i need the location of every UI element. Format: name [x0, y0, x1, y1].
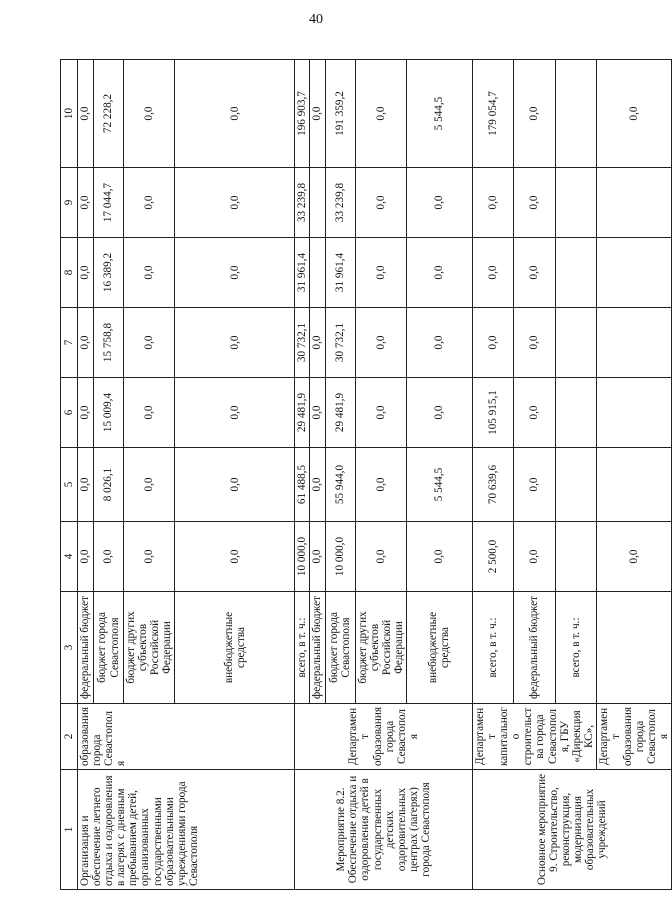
value-cell: 0,0 — [175, 448, 295, 522]
value-cell: 0,0 — [124, 238, 175, 308]
value-cell: 179 054,7 — [472, 60, 513, 168]
value-cell: 8 026,1 — [94, 448, 124, 522]
value-cell: 0,0 — [514, 60, 555, 168]
rotated-table-wrapper — [60, 60, 671, 890]
value-cell: 0,0 — [514, 522, 555, 592]
source-cell: всего, в т. ч.: — [295, 592, 310, 704]
value-cell — [310, 168, 325, 238]
value-cell — [555, 308, 596, 378]
header-cell: 3 — [61, 592, 78, 704]
value-cell: 0,0 — [175, 378, 295, 448]
table-row — [472, 60, 513, 890]
value-cell: 0,0 — [310, 308, 325, 378]
source-cell: бюджет города Севастополя — [94, 592, 124, 704]
value-cell — [596, 448, 672, 522]
value-cell — [555, 522, 596, 592]
value-cell: 0,0 — [175, 522, 295, 592]
value-cell: 10 000,0 — [295, 522, 310, 592]
value-cell: 10 000,0 — [325, 522, 355, 592]
value-cell: 0,0 — [94, 522, 124, 592]
value-cell — [310, 238, 325, 308]
value-cell: 29 481,9 — [295, 378, 310, 448]
value-cell: 105 915,1 — [472, 378, 513, 448]
executor-cell: образования города Севастополя — [78, 704, 295, 770]
value-cell: 0,0 — [514, 378, 555, 448]
budget-table — [60, 59, 672, 890]
value-cell: 0,0 — [514, 308, 555, 378]
page-number: 40 — [309, 12, 323, 27]
source-cell: бюджет других субъектов Российской Федерации — [355, 592, 406, 704]
table-row — [78, 60, 94, 890]
value-cell: 29 481,9 — [325, 378, 355, 448]
value-cell: 17 044,7 — [94, 168, 124, 238]
value-cell: 72 228,2 — [94, 60, 124, 168]
value-cell: 0,0 — [124, 378, 175, 448]
value-cell: 5 544,5 — [406, 60, 472, 168]
executor-cell: Департамент капитального строительства города Севастополя, ГБУ «Дирекция КС», — [472, 704, 596, 770]
value-cell: 0,0 — [124, 448, 175, 522]
source-cell: федеральный бюджет — [78, 592, 94, 704]
value-cell: 70 639,6 — [472, 448, 513, 522]
source-cell: федеральный бюджет — [514, 592, 555, 704]
value-cell: 33 239,8 — [325, 168, 355, 238]
value-cell: 0,0 — [124, 308, 175, 378]
source-cell: внебюджетные средства — [175, 592, 295, 704]
value-cell: 15 009,4 — [94, 378, 124, 448]
table-row — [295, 60, 310, 890]
value-cell: 0,0 — [175, 60, 295, 168]
value-cell: 0,0 — [310, 522, 325, 592]
value-cell: 0,0 — [406, 238, 472, 308]
source-cell: всего, в т. ч.: — [555, 592, 596, 704]
source-cell: всего, в т. ч.: — [472, 592, 513, 704]
source-cell: федеральный бюджет — [310, 592, 325, 704]
value-cell: 31 961,4 — [295, 238, 310, 308]
value-cell: 0,0 — [514, 238, 555, 308]
value-cell — [555, 168, 596, 238]
value-cell: 15 758,8 — [94, 308, 124, 378]
value-cell: 0,0 — [472, 168, 513, 238]
value-cell: 0,0 — [596, 60, 672, 168]
value-cell: 0,0 — [406, 522, 472, 592]
source-cell: бюджет других субъектов Российской Федерации — [124, 592, 175, 704]
source-cell: бюджет города Севастополя — [325, 592, 355, 704]
value-cell: 0,0 — [124, 522, 175, 592]
value-cell: 0,0 — [355, 448, 406, 522]
value-cell: 0,0 — [78, 168, 94, 238]
table-row — [596, 60, 672, 890]
value-cell: 55 944,0 — [325, 448, 355, 522]
header-cell: 7 — [61, 308, 78, 378]
value-cell: 0,0 — [514, 448, 555, 522]
value-cell: 0,0 — [596, 522, 672, 592]
value-cell — [596, 378, 672, 448]
value-cell: 0,0 — [175, 168, 295, 238]
value-cell: 0,0 — [355, 238, 406, 308]
value-cell: 191 359,2 — [325, 60, 355, 168]
value-cell — [596, 238, 672, 308]
value-cell: 0,0 — [310, 448, 325, 522]
source-cell — [596, 592, 672, 704]
value-cell: 0,0 — [78, 60, 94, 168]
value-cell: 0,0 — [514, 168, 555, 238]
value-cell: 0,0 — [472, 238, 513, 308]
value-cell: 0,0 — [355, 60, 406, 168]
value-cell — [555, 60, 596, 168]
header-cell: 8 — [61, 238, 78, 308]
value-cell: 0,0 — [175, 308, 295, 378]
value-cell: 0,0 — [78, 378, 94, 448]
value-cell — [555, 448, 596, 522]
header-cell: 6 — [61, 378, 78, 448]
header-row — [61, 60, 78, 890]
value-cell — [555, 238, 596, 308]
executor-cell: Департамент образования города Севастополя — [295, 704, 473, 770]
header-cell: 10 — [61, 60, 78, 168]
value-cell — [555, 378, 596, 448]
value-cell: 0,0 — [355, 522, 406, 592]
value-cell: 0,0 — [355, 378, 406, 448]
value-cell: 0,0 — [78, 522, 94, 592]
source-cell: внебюджетные средства — [406, 592, 472, 704]
value-cell: 0,0 — [472, 308, 513, 378]
value-cell: 0,0 — [310, 378, 325, 448]
value-cell: 0,0 — [355, 168, 406, 238]
activity-cell: Мероприятие 8.2. Обеспечение отдыха и оздоровления детей в государственных детских оздоровительных центрах (лагерях) города Севастополя — [295, 770, 473, 890]
value-cell: 196 903,7 — [295, 60, 310, 168]
value-cell: 0,0 — [78, 448, 94, 522]
value-cell: 30 732,1 — [295, 308, 310, 378]
value-cell: 5 544,5 — [406, 448, 472, 522]
header-cell: 9 — [61, 168, 78, 238]
value-cell: 30 732,1 — [325, 308, 355, 378]
header-cell: 5 — [61, 448, 78, 522]
value-cell: 0,0 — [78, 238, 94, 308]
executor-cell: Департамент образования города Севастополя — [596, 704, 672, 770]
value-cell: 0,0 — [78, 308, 94, 378]
value-cell: 0,0 — [406, 168, 472, 238]
value-cell: 31 961,4 — [325, 238, 355, 308]
value-cell: 0,0 — [406, 308, 472, 378]
activity-cell: Основное мероприятие 9. Строительство, реконструкция, модернизация образовательных учреждений — [472, 770, 672, 890]
value-cell: 0,0 — [124, 168, 175, 238]
value-cell: 16 389,2 — [94, 238, 124, 308]
value-cell: 0,0 — [310, 60, 325, 168]
value-cell: 0,0 — [406, 378, 472, 448]
value-cell: 0,0 — [124, 60, 175, 168]
value-cell — [596, 308, 672, 378]
activity-cell: Организация и обеспечение летнего отдыха и оздоровления в лагерях с дневным пребыванием детей, организованных государственными образовательными учреждениями города Севастополя — [78, 770, 295, 890]
header-cell: 1 — [61, 770, 78, 890]
value-cell: 0,0 — [175, 238, 295, 308]
value-cell: 61 488,5 — [295, 448, 310, 522]
value-cell — [596, 168, 672, 238]
header-cell: 2 — [61, 704, 78, 770]
value-cell: 33 239,8 — [295, 168, 310, 238]
value-cell: 0,0 — [355, 308, 406, 378]
header-cell: 4 — [61, 522, 78, 592]
value-cell: 2 500,0 — [472, 522, 513, 592]
